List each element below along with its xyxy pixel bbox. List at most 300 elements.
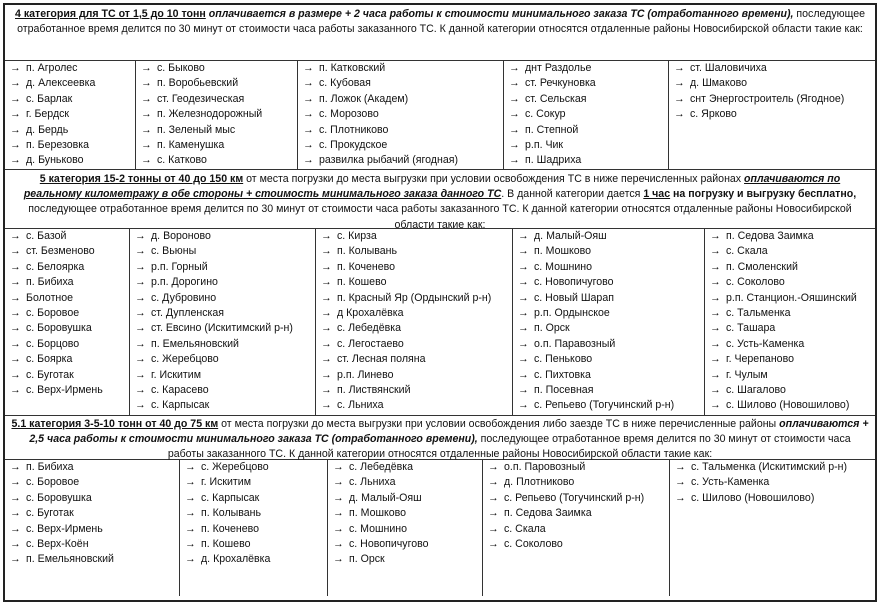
location-column: [5, 460, 180, 596]
location-name: с. Ярково: [690, 108, 737, 121]
location-item: [321, 352, 512, 367]
location-name: с. Жеребцово: [201, 461, 269, 473]
location-name: с. Мошнино: [349, 522, 408, 535]
category-5-locations: [5, 229, 875, 415]
location-name: д. Малый-Ояш: [534, 230, 607, 242]
location-item: [675, 475, 875, 490]
location-item: [141, 138, 297, 153]
location-name: с. Плотниково: [319, 123, 389, 136]
arrow-right-icon: →: [518, 322, 529, 335]
location-name: п. Смоленский: [726, 260, 798, 273]
arrow-right-icon: →: [509, 92, 520, 105]
location-column: [180, 460, 328, 596]
location-item: [303, 107, 503, 122]
location-name: п. Емельяновский: [26, 553, 114, 566]
arrow-right-icon: →: [141, 62, 152, 74]
arrow-right-icon: →: [674, 62, 685, 74]
location-name: р.п. Линево: [337, 368, 394, 381]
arrow-right-icon: →: [141, 92, 152, 105]
arrow-right-icon: →: [321, 353, 332, 366]
location-name: с. Буготак: [26, 368, 74, 381]
arrow-right-icon: →: [321, 260, 332, 273]
arrow-right-icon: →: [10, 154, 21, 167]
arrow-right-icon: →: [710, 260, 721, 273]
arrow-right-icon: →: [135, 245, 146, 258]
category-4-terms: оплачивается в размере + 2 часа работы к стоимости минимального заказа ТС (отработанного времени),: [208, 8, 794, 20]
location-item: [710, 275, 875, 290]
location-name: с. Буготак: [26, 507, 74, 520]
arrow-right-icon: →: [10, 260, 21, 273]
location-item: [185, 475, 327, 490]
arrow-right-icon: →: [10, 337, 21, 350]
location-item: [518, 414, 704, 415]
location-item: [10, 153, 135, 168]
location-column: [669, 61, 875, 169]
location-name: с. Боровое: [26, 306, 80, 319]
location-item: [488, 475, 669, 490]
location-item: [10, 107, 135, 122]
location-column: [705, 229, 875, 415]
location-item: [135, 352, 315, 367]
category-4-title: 4 категория для ТС от 1,5 до 10 тонн: [15, 8, 206, 20]
arrow-right-icon: →: [321, 337, 332, 350]
location-name: п. Бибиха: [26, 276, 74, 289]
location-name: с. Борцово: [26, 337, 80, 350]
location-column: [136, 61, 298, 169]
arrow-right-icon: [518, 414, 534, 415]
category-5-title: 5 категория 15-2 тонны от 40 до 150 км: [39, 173, 244, 185]
location-name: с. Кубовая: [319, 77, 371, 90]
location-name: с. Усть-Каменка: [726, 337, 805, 350]
location-name: с. Репьево (Тогучинский р-н): [504, 491, 645, 504]
location-item: [333, 522, 482, 537]
arrow-right-icon: →: [10, 507, 21, 520]
location-item: [518, 337, 704, 352]
location-item: [321, 398, 512, 413]
location-name: п. Орск: [534, 322, 570, 335]
arrow-right-icon: →: [10, 291, 21, 304]
arrow-right-icon: →: [135, 383, 146, 396]
arrow-right-icon: →: [185, 537, 196, 550]
category-5-condition: от места погрузки до места выгрузки при условии освобождения ТС в ниже перечисленных районах: [243, 173, 745, 185]
location-item: [710, 229, 875, 244]
arrow-right-icon: →: [10, 77, 21, 90]
location-name: ст. Шаловичиха: [690, 62, 767, 74]
location-name: ст. Лесная поляна: [337, 353, 426, 366]
location-item: [488, 537, 669, 552]
arrow-right-icon: →: [135, 337, 146, 350]
location-item: [488, 491, 669, 506]
location-name: р.п. Станцион.-Ояшинский: [726, 291, 857, 304]
location-item: [303, 61, 503, 76]
arrow-right-icon: →: [185, 461, 196, 473]
location-name: с. Боровое: [26, 476, 80, 489]
location-name: п. Колывань: [337, 245, 398, 258]
arrow-right-icon: →: [710, 353, 721, 366]
arrow-right-icon: →: [10, 276, 21, 289]
location-item: [518, 368, 704, 383]
location-name: д. Буньково: [26, 154, 84, 167]
location-name: с. Шилово (Новошилово): [691, 491, 815, 504]
location-item: [518, 321, 704, 336]
location-name: с. Новопичугово: [349, 537, 429, 550]
location-name: д. Плотниково: [504, 476, 575, 489]
arrow-right-icon: →: [321, 245, 332, 258]
category-5-free-hour: 1 час: [643, 188, 671, 201]
location-name: р.п. Чик: [525, 138, 564, 151]
arrow-right-icon: →: [141, 138, 152, 151]
location-name: д. Алексеевка: [26, 77, 96, 90]
location-name: п. Коченево: [201, 522, 260, 535]
location-name: г. Бердск: [26, 108, 70, 121]
location-name: с. Боярка: [26, 353, 73, 366]
arrow-right-icon: →: [333, 507, 344, 520]
location-item: [710, 414, 875, 415]
category-5-terms: оплачиваются по реальному километражу в обе стороны + стоимость минимального заказа данного ТС: [23, 173, 841, 201]
location-name: г. Искитим: [151, 368, 201, 381]
location-item: [333, 537, 482, 552]
location-item: [509, 123, 668, 138]
location-name: с. Шилово (Новошилово): [726, 399, 850, 412]
arrow-right-icon: →: [10, 108, 21, 121]
location-item: [518, 229, 704, 244]
arrow-right-icon: →: [710, 383, 721, 396]
arrow-right-icon: →: [141, 77, 152, 90]
location-name: с. Лебедёвка: [349, 461, 413, 473]
location-item: [135, 260, 315, 275]
location-item: [185, 506, 327, 521]
arrow-right-icon: →: [518, 353, 529, 366]
location-name: п. Кошево: [337, 276, 387, 289]
location-column: [504, 61, 669, 169]
location-item: [518, 244, 704, 259]
location-item: [674, 61, 875, 76]
arrow-right-icon: →: [710, 245, 721, 258]
location-item: [509, 153, 668, 168]
arrow-right-icon: →: [141, 123, 152, 136]
arrow-right-icon: →: [675, 461, 686, 473]
arrow-right-icon: →: [10, 461, 21, 473]
arrow-right-icon: →: [185, 522, 196, 535]
category-5-1-title: 5.1 категория 3-5-10 тонн от 40 до 75 км: [11, 418, 219, 430]
arrow-right-icon: →: [141, 154, 152, 167]
arrow-right-icon: →: [674, 108, 685, 121]
location-item: [674, 76, 875, 91]
location-name: д. Шмаково: [690, 77, 747, 90]
location-item: [710, 321, 875, 336]
arrow-right-icon: →: [710, 368, 721, 381]
category-5-1-locations: [5, 460, 875, 596]
arrow-right-icon: →: [10, 383, 21, 396]
arrow-right-icon: →: [321, 399, 332, 412]
arrow-right-icon: →: [10, 537, 21, 550]
arrow-right-icon: →: [488, 522, 499, 535]
location-item: [321, 368, 512, 383]
arrow-right-icon: →: [518, 230, 529, 242]
location-name: п. Катковский: [319, 62, 386, 74]
location-item: [10, 61, 135, 76]
arrow-right-icon: →: [135, 353, 146, 366]
arrow-right-icon: [710, 414, 726, 415]
location-column: [513, 229, 705, 415]
arrow-right-icon: →: [488, 476, 499, 489]
location-name: с. Боровушка: [26, 491, 92, 504]
location-item: [710, 306, 875, 321]
arrow-right-icon: →: [10, 306, 21, 319]
arrow-right-icon: →: [710, 276, 721, 289]
location-name: о.п. Паровозный: [504, 461, 586, 473]
location-name: с. Новопичугово: [534, 276, 614, 289]
arrow-right-icon: →: [321, 368, 332, 381]
location-column: [483, 460, 670, 596]
location-column: [298, 61, 504, 169]
arrow-right-icon: →: [674, 92, 685, 105]
arrow-right-icon: →: [674, 77, 685, 90]
arrow-right-icon: →: [141, 108, 152, 121]
arrow-right-icon: →: [333, 553, 344, 566]
location-name: р.п. Ордынское: [534, 306, 610, 319]
category-5-text: . В данной категории дается: [501, 188, 644, 201]
location-item: [10, 352, 129, 367]
location-name: с. Льниха: [337, 399, 384, 412]
document: [3, 3, 877, 602]
arrow-right-icon: →: [135, 291, 146, 304]
arrow-right-icon: →: [10, 230, 21, 242]
location-item: [518, 306, 704, 321]
arrow-right-icon: →: [185, 476, 196, 489]
location-name: с. Соколово: [726, 276, 785, 289]
arrow-right-icon: →: [10, 553, 21, 566]
location-item: [518, 260, 704, 275]
location-item: [518, 398, 704, 413]
location-item: [321, 337, 512, 352]
location-item: [710, 337, 875, 352]
location-item: [185, 491, 327, 506]
arrow-right-icon: →: [135, 368, 146, 381]
location-name: с. Новый Шарап: [534, 291, 614, 304]
location-item: [10, 522, 179, 537]
location-name: с. Вьюны: [151, 245, 197, 258]
location-item: [10, 506, 179, 521]
location-item: [674, 92, 875, 107]
arrow-right-icon: →: [135, 399, 146, 412]
location-item: [10, 244, 129, 259]
arrow-right-icon: →: [509, 77, 520, 90]
arrow-right-icon: →: [321, 383, 332, 396]
location-name: р.п. Дорогино: [151, 276, 218, 289]
location-item: [509, 92, 668, 107]
location-name: д. Малый-Ояш: [349, 491, 422, 504]
location-item: [10, 76, 135, 91]
location-name: Болотное: [26, 291, 74, 304]
category-5-header: [5, 169, 875, 229]
location-name: п. Листвянский: [337, 383, 411, 396]
arrow-right-icon: →: [10, 491, 21, 504]
location-item: [10, 552, 179, 567]
arrow-right-icon: →: [488, 461, 499, 473]
category-5-1-terms: оплачиваются + 2,5 часа работы к стоимости минимального заказа ТС (отработанного времени),: [29, 418, 869, 446]
location-name: п. Орск: [349, 553, 385, 566]
location-item: [675, 460, 875, 475]
arrow-right-icon: →: [710, 291, 721, 304]
location-name: с. Шагалово: [726, 383, 786, 396]
arrow-right-icon: →: [135, 276, 146, 289]
arrow-right-icon: →: [10, 92, 21, 105]
arrow-right-icon: →: [509, 123, 520, 136]
arrow-right-icon: →: [518, 337, 529, 350]
arrow-right-icon: →: [509, 154, 520, 167]
arrow-right-icon: →: [303, 77, 314, 90]
location-item: [10, 368, 129, 383]
location-item: [674, 107, 875, 122]
location-item: [518, 352, 704, 367]
location-name: с. Боровушка: [26, 322, 92, 335]
category-4-description: последующее отработанное время делится по 30 минут от стоимости часа работы заказанного ТС. К данной категории относятся отдаленные районы Новосибирской области такие как:: [17, 8, 865, 36]
arrow-right-icon: →: [185, 553, 196, 566]
location-name: с. Ташара: [726, 322, 776, 335]
location-name: о.п. Паравозный: [534, 337, 616, 350]
location-name: ст. Речкуновка: [525, 77, 596, 90]
location-column: [5, 61, 136, 169]
arrow-right-icon: →: [518, 276, 529, 289]
location-name: р.п. Горный: [151, 260, 208, 273]
location-name: п. Седова Заимка: [726, 230, 814, 242]
arrow-right-icon: →: [333, 522, 344, 535]
arrow-right-icon: →: [333, 491, 344, 504]
location-name: п. Бибиха: [26, 461, 74, 473]
location-item: [321, 306, 512, 321]
arrow-right-icon: →: [10, 353, 21, 366]
location-name: с. Верх-Коён: [26, 537, 89, 550]
location-name: п. Березовка: [26, 138, 90, 151]
location-item: [321, 260, 512, 275]
location-item: [488, 506, 669, 521]
location-item: [10, 383, 129, 398]
arrow-right-icon: →: [333, 537, 344, 550]
arrow-right-icon: →: [710, 322, 721, 335]
location-item: [135, 275, 315, 290]
location-item: [10, 460, 179, 475]
arrow-right-icon: →: [10, 62, 21, 74]
location-name: ст. Безменово: [26, 245, 95, 258]
category-5-1-description: последующее отработанное время делится по 30 минут от стоимости часа работы заказанного ТС. К данной категории относятся отдаленные районы Новосибирской области такие как:: [167, 433, 851, 461]
arrow-right-icon: →: [303, 154, 314, 167]
location-item: [185, 522, 327, 537]
location-item: [321, 291, 512, 306]
location-name: п. Воробьевский: [157, 77, 239, 90]
location-item: [10, 123, 135, 138]
location-name: с. Карпысак: [201, 491, 260, 504]
arrow-right-icon: →: [321, 322, 332, 335]
arrow-right-icon: →: [10, 368, 21, 381]
arrow-right-icon: →: [10, 245, 21, 258]
location-item: [303, 92, 503, 107]
arrow-right-icon: →: [303, 108, 314, 121]
location-name: г. Черепаново: [726, 353, 794, 366]
arrow-right-icon: →: [509, 108, 520, 121]
location-item: [10, 138, 135, 153]
category-5-description: последующее отработанное время делится по 30 минут от стоимости часа работы заказанного ТС. К данной категории относятся отдаленные районы Новосибирской области такие как:: [28, 203, 852, 231]
location-item: [321, 229, 512, 244]
location-name: д. Крохалёвка: [201, 553, 271, 566]
location-name: г. Чулым: [726, 368, 768, 381]
arrow-right-icon: →: [10, 522, 21, 535]
category-4-locations: [5, 61, 875, 169]
location-item: [10, 337, 129, 352]
location-name: с. Белоярка: [26, 260, 85, 273]
location-name: с. Скала: [504, 522, 546, 535]
location-name: с. Карасево: [151, 383, 209, 396]
location-name: г. Искитим: [201, 476, 251, 489]
location-item: [10, 475, 179, 490]
location-item: [10, 229, 129, 244]
location-item: [303, 76, 503, 91]
location-item: [141, 107, 297, 122]
category-5-1-condition: от места погрузки до места выгрузки при условии освобождения либо заезде ТС в ниже перечисленные районы: [218, 418, 780, 430]
location-item: [321, 383, 512, 398]
category-5-1-header: [5, 415, 875, 460]
location-name: ст. Дупленская: [151, 306, 225, 319]
location-name: с. Карпысак: [151, 399, 210, 412]
arrow-right-icon: →: [710, 306, 721, 319]
location-item: [135, 368, 315, 383]
location-item: [135, 383, 315, 398]
location-item: [710, 383, 875, 398]
location-item: [509, 76, 668, 91]
location-name: п. Шадриха: [525, 154, 582, 167]
location-name: с. Верх-Ирмень: [26, 522, 103, 535]
location-item: [509, 138, 668, 153]
location-item: [710, 398, 875, 413]
arrow-right-icon: →: [710, 230, 721, 242]
location-item: [141, 61, 297, 76]
location-item: [135, 244, 315, 259]
location-name: с. Льниха: [349, 476, 396, 489]
location-item: [675, 491, 875, 506]
location-name: п. Колывань: [201, 507, 262, 520]
arrow-right-icon: →: [303, 62, 314, 74]
location-name: п. Ложок (Академ): [319, 92, 409, 105]
location-item: [141, 76, 297, 91]
location-item: [141, 92, 297, 107]
location-item: [303, 123, 503, 138]
location-item: [10, 92, 135, 107]
location-name: днт Раздолье: [525, 62, 592, 74]
location-name: п. Зеленый мыс: [157, 123, 236, 136]
location-column: [670, 460, 875, 596]
arrow-right-icon: →: [321, 230, 332, 242]
location-name: с. Жеребцово: [151, 353, 219, 366]
location-item: [135, 337, 315, 352]
location-item: [10, 537, 179, 552]
location-item: [135, 321, 315, 336]
arrow-right-icon: →: [333, 476, 344, 489]
location-item: [141, 153, 297, 168]
location-name: с. Барлак: [26, 92, 73, 105]
location-item: [333, 475, 482, 490]
location-item: [333, 491, 482, 506]
arrow-right-icon: →: [185, 491, 196, 504]
arrow-right-icon: →: [10, 123, 21, 136]
location-item: [518, 291, 704, 306]
location-item: [185, 537, 327, 552]
location-item: [509, 61, 668, 76]
location-item: [10, 491, 179, 506]
location-item: [710, 352, 875, 367]
location-name: ст. Евсино (Искитимский р-н): [151, 322, 293, 335]
arrow-right-icon: →: [10, 476, 21, 489]
location-name: с. Лебедёвка: [337, 322, 401, 335]
